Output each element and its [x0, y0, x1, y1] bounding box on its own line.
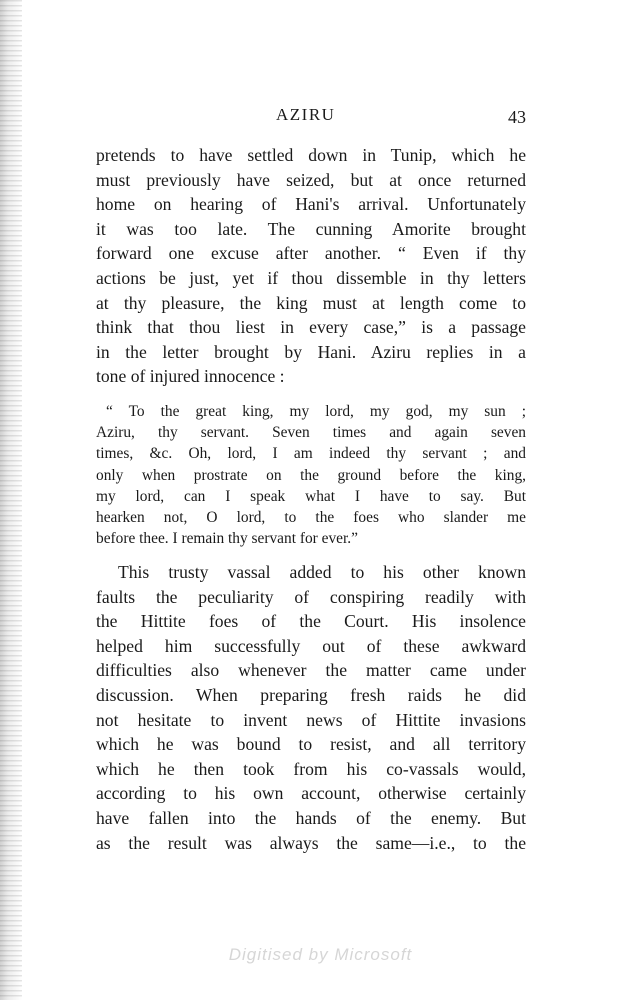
scanned-page-gutter: [0, 0, 22, 1000]
text-line: in the letter brought by Hani. Aziru replies in a: [96, 341, 526, 362]
text-line: which he was bound to resist, and all territory: [96, 734, 526, 755]
text-line: not hesitate to invent news of Hittite invasions: [96, 709, 526, 730]
text-line: pretends to have settled down in Tunip, which he: [96, 145, 526, 165]
text-line: as the result was always the same—i.e., to the: [96, 832, 526, 853]
block-quote: [96, 401, 526, 549]
text-line: helped him successfully out of these awkward: [96, 635, 526, 656]
paragraph-1: [96, 143, 526, 389]
quote-line: “ To the great king, my lord, my god, my sun ;: [106, 403, 526, 420]
quote-line: hearken not, O lord, to the foes who slander me: [96, 509, 526, 527]
paragraph-2: [96, 560, 526, 855]
running-title: AZIRU: [276, 105, 336, 124]
running-head: [96, 105, 526, 131]
text-line: faults the peculiarity of conspiring readily with: [96, 586, 526, 607]
quote-line: times, &c. Oh, lord, I am indeed thy servant ; and: [96, 445, 526, 463]
text-line: it was too late. The cunning Amorite brought: [96, 218, 526, 239]
text-line: at thy pleasure, the king must at length come to: [96, 292, 526, 313]
page-number: 43: [508, 107, 526, 127]
quote-line: Aziru, thy servant. Seven times and again seven: [96, 424, 526, 442]
text-line: have fallen into the hands of the enemy. But: [96, 807, 526, 828]
quote-line: only when prostrate on the ground before the king,: [96, 466, 526, 484]
text-line: tone of injured innocence :: [96, 366, 285, 387]
text-line: the Hittite foes of the Court. His insolence: [96, 611, 526, 632]
text-line: discussion. When preparing fresh raids he did: [96, 684, 526, 705]
text-line: think that thou liest in every case,” is a passage: [96, 317, 526, 338]
text-line: difficulties also whenever the matter came under: [96, 660, 526, 681]
text-line: must previously have seized, but at once returned: [96, 169, 526, 190]
text-line: forward one excuse after another. “ Even if thy: [96, 243, 526, 264]
text-line: actions be just, yet if thou dissemble in thy letters: [96, 267, 526, 288]
quote-line: my lord, can I speak what I have to say. But: [96, 487, 526, 505]
quote-line: before thee. I remain thy servant for ever.”: [96, 530, 358, 548]
text-line: home on hearing of Hani's arrival. Unfortunately: [96, 194, 526, 215]
text-line: which he then took from his co-vassals would,: [96, 758, 526, 779]
digitisation-watermark: Digitised by Microsoft: [228, 945, 413, 964]
text-line: according to his own account, otherwise certainly: [96, 783, 526, 804]
text-line: This trusty vassal added to his other known: [118, 562, 526, 582]
